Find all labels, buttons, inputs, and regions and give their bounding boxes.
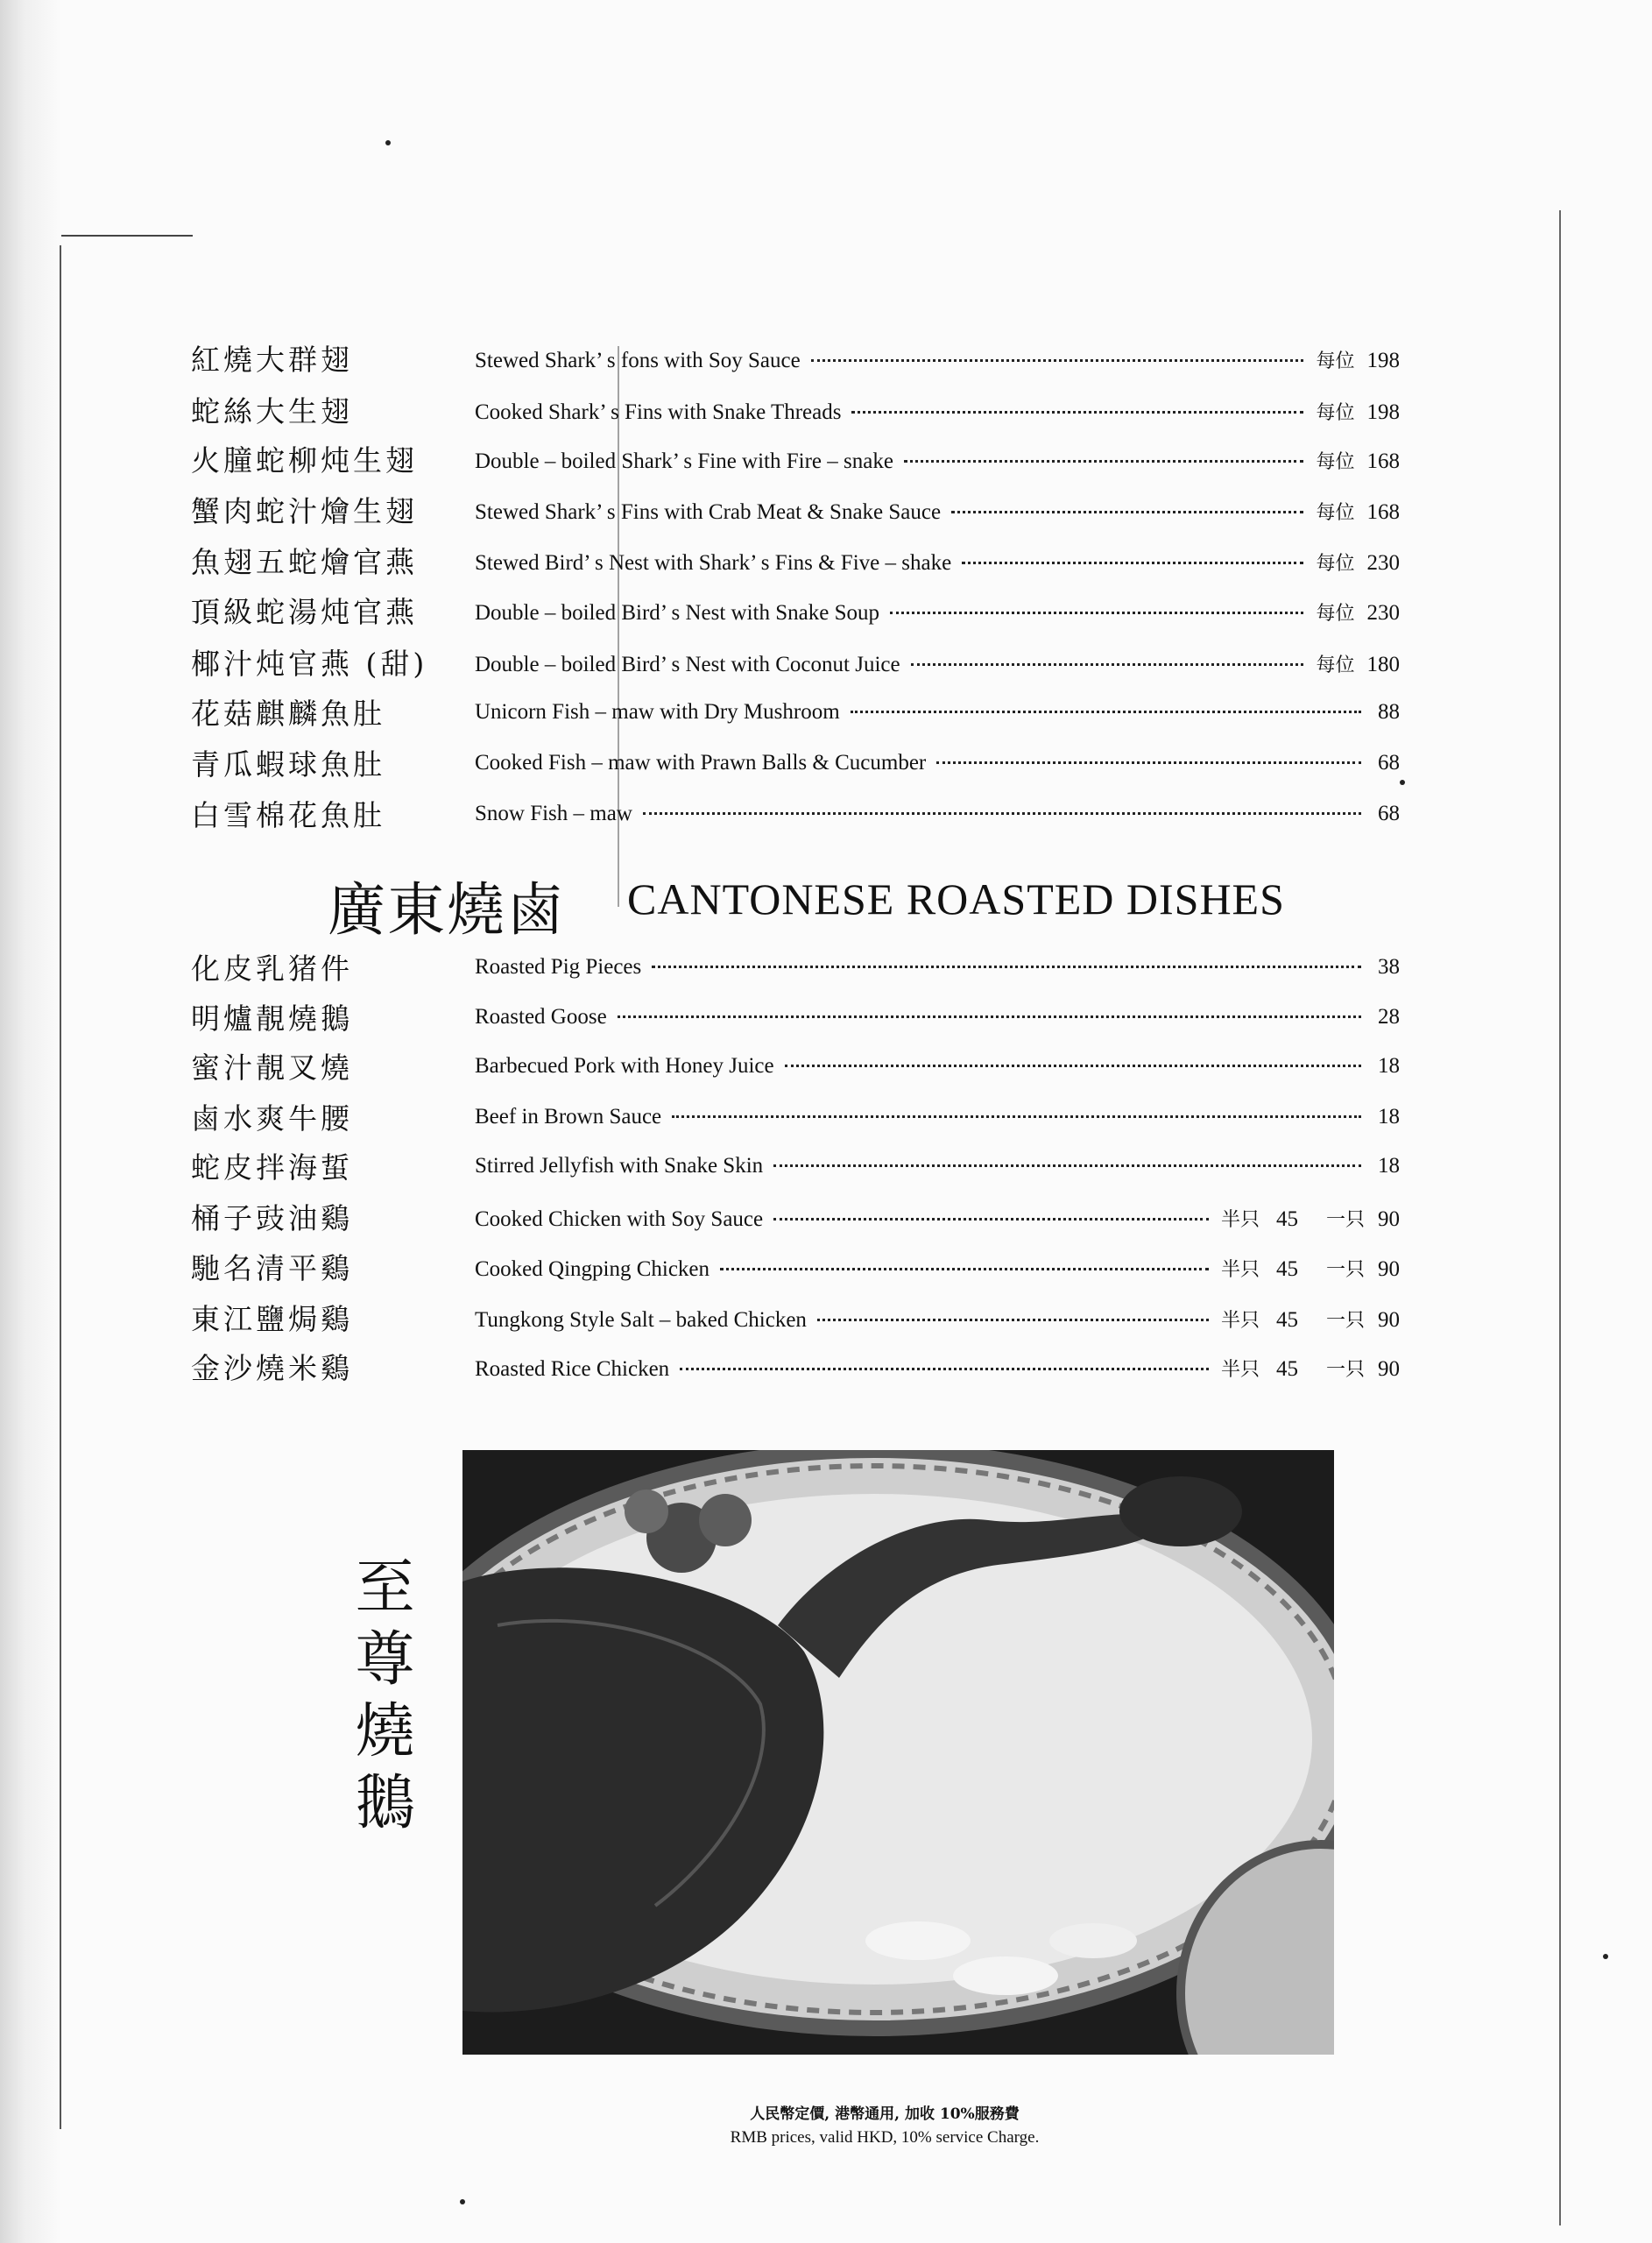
menu-item: [191, 1246, 1400, 1288]
item-name-en: Stewed Bird’ s Nest with Shark’ s Fins & Five – shake: [475, 551, 952, 575]
scan-speck: [385, 140, 391, 145]
item-name-en: Stewed Shark’ s Fins with Crab Meat & Snake Sauce: [475, 500, 942, 524]
item-name-en: Cooked Fish – maw with Prawn Balls & Cucumber: [475, 751, 927, 775]
leader-dots: [851, 411, 1303, 414]
section-title: [328, 863, 1335, 942]
item-price: 68: [1378, 751, 1400, 775]
item-price: 198: [1366, 349, 1400, 372]
whole-label: 一只: [1325, 1259, 1365, 1281]
item-name-cn: 蟹肉蛇汁燴生翅: [191, 494, 418, 528]
price-note-cn: 人民幣定價, 港幣通用, 加收 10%服務費: [750, 2105, 1020, 2123]
menu-item: [191, 337, 1400, 379]
item-name-en: Cooked Qingping Chicken: [475, 1257, 710, 1281]
feature-title: 至尊燒鵝: [345, 1555, 414, 1843]
per-person-label: 每位: [1316, 350, 1355, 372]
item-name-en: Cooked Shark’ s Fins with Snake Threads: [475, 400, 842, 424]
leader-dots: [652, 966, 1361, 968]
leader-dots: [890, 612, 1303, 614]
item-name-cn: 馳名清平鷄: [191, 1251, 353, 1285]
leader-dots: [785, 1065, 1361, 1067]
half-label: 半只: [1220, 1359, 1260, 1381]
leader-dots: [720, 1268, 1209, 1270]
item-name-en: Snow Fish – maw: [475, 802, 632, 825]
whole-price: 90: [1378, 1308, 1400, 1332]
menu-item: [191, 996, 1400, 1038]
item-name-en: Roasted Goose: [475, 1005, 607, 1029]
item-name-cn: 青瓜蝦球魚肚: [191, 747, 385, 782]
item-name-cn: 化皮乳猪件: [191, 952, 353, 986]
leader-dots: [680, 1368, 1209, 1370]
item-name-en: Roasted Pig Pieces: [475, 955, 642, 979]
item-name-cn: 紅燒大群翅: [191, 343, 353, 377]
item-name-cn: 明爐靚燒鵝: [191, 1001, 353, 1036]
whole-label: 一只: [1325, 1209, 1365, 1231]
item-price: 18: [1378, 1154, 1400, 1178]
item-price: 230: [1366, 601, 1400, 625]
menu-item: [191, 489, 1400, 531]
menu-item: [191, 946, 1400, 988]
item-name-en: Barbecued Pork with Honey Juice: [475, 1054, 774, 1078]
item-price: 230: [1366, 551, 1400, 575]
menu-item: [191, 540, 1400, 582]
item-name-en: Stewed Shark’ s fons with Soy Sauce: [475, 349, 801, 372]
menu-item: [191, 691, 1400, 733]
item-price: 168: [1366, 449, 1400, 473]
whole-price: 90: [1378, 1357, 1400, 1381]
item-price: 28: [1378, 1005, 1400, 1029]
half-label: 半只: [1220, 1310, 1260, 1332]
item-price: 168: [1366, 500, 1400, 524]
leader-dots: [962, 562, 1303, 564]
price-note: [491, 2101, 1279, 2147]
per-person-label: 每位: [1316, 451, 1355, 473]
half-price: 45: [1275, 1308, 1298, 1332]
item-name-cn: 蛇絲大生翅: [191, 394, 353, 428]
half-price: 45: [1275, 1257, 1298, 1281]
whole-price: 90: [1378, 1207, 1400, 1231]
menu-item: [191, 1297, 1400, 1339]
half-price: 45: [1275, 1357, 1298, 1381]
item-name-en: Beef in Brown Sauce: [475, 1105, 662, 1129]
scan-speck: [460, 2199, 465, 2204]
scan-speck: [1603, 1954, 1608, 1959]
item-name-en: Roasted Rice Chicken: [475, 1357, 670, 1381]
leader-dots: [643, 812, 1361, 815]
item-price: 88: [1378, 700, 1400, 724]
section-title-cn: 廣東燒鹵: [328, 876, 566, 944]
half-price: 45: [1275, 1207, 1298, 1231]
menu-item: [191, 793, 1400, 835]
item-name-cn: 花菇麒麟魚肚: [191, 697, 385, 731]
whole-price: 90: [1378, 1257, 1400, 1281]
item-name-cn: 火朣蛇柳炖生翅: [191, 443, 418, 478]
item-name-cn: 椰汁炖官燕 (甜): [191, 647, 428, 681]
per-person-label: 每位: [1316, 402, 1355, 424]
item-name-en: Unicorn Fish – maw with Dry Mushroom: [475, 700, 840, 724]
leader-dots: [817, 1319, 1209, 1321]
menu-item: [191, 389, 1400, 431]
leader-dots: [773, 1164, 1361, 1167]
leader-dots: [811, 359, 1304, 362]
section-title-en: CANTONESE ROASTED DISHES: [627, 874, 1285, 923]
item-price: 198: [1366, 400, 1400, 424]
leader-dots: [618, 1015, 1361, 1018]
menu-item: [191, 1045, 1400, 1087]
item-name-cn: 鹵水爽牛腰: [191, 1101, 353, 1136]
leader-dots: [951, 511, 1303, 513]
leader-dots: [851, 711, 1361, 713]
item-name-cn: 桶子豉油鷄: [191, 1201, 353, 1235]
menu-item: [191, 742, 1400, 784]
leader-dots: [672, 1115, 1361, 1118]
per-person-label: 每位: [1316, 655, 1355, 676]
per-person-label: 每位: [1316, 603, 1355, 625]
item-name-en: Double – boiled Bird’ s Nest with Snake Soup: [475, 601, 879, 625]
leader-dots: [904, 460, 1304, 463]
menu-item: [191, 641, 1400, 683]
item-name-cn: 蛇皮拌海蜇: [191, 1150, 353, 1185]
menu-item: [191, 1196, 1400, 1238]
whole-label: 一只: [1325, 1359, 1365, 1381]
item-name-cn: 金沙燒米鷄: [191, 1351, 353, 1385]
menu-item: [191, 1145, 1400, 1187]
menu-item: [191, 590, 1400, 632]
leader-dots: [936, 761, 1361, 764]
item-name-en: Tungkong Style Salt – baked Chicken: [475, 1308, 807, 1332]
whole-label: 一只: [1325, 1310, 1365, 1332]
half-label: 半只: [1220, 1209, 1260, 1231]
leader-dots: [773, 1218, 1209, 1221]
item-name-en: Double – boiled Shark’ s Fine with Fire – snake: [475, 449, 893, 473]
per-person-label: 每位: [1316, 502, 1355, 524]
leader-dots: [911, 663, 1304, 666]
item-name-cn: 頂級蛇湯炖官燕: [191, 595, 418, 629]
price-note-en: RMB prices, valid HKD, 10% service Charge.: [730, 2128, 1040, 2147]
item-price: 68: [1378, 802, 1400, 825]
item-price: 18: [1378, 1105, 1400, 1129]
scan-speck: [1400, 780, 1405, 785]
item-price: 38: [1378, 955, 1400, 979]
item-name-cn: 蜜汁靚叉燒: [191, 1051, 353, 1085]
menu-item: [191, 1346, 1400, 1388]
roast-goose-photo: [462, 1450, 1334, 2055]
item-name-cn: 東江鹽焗鷄: [191, 1302, 353, 1336]
per-person-label: 每位: [1316, 553, 1355, 575]
item-name-en: Stirred Jellyfish with Snake Skin: [475, 1154, 764, 1178]
menu-item: [191, 438, 1400, 480]
item-name-cn: 白雪棉花魚肚: [191, 798, 385, 832]
item-price: 180: [1366, 653, 1400, 676]
roast-goose-illustration: [462, 1450, 1334, 2055]
item-name-cn: 魚翅五蛇燴官燕: [191, 545, 418, 579]
item-name-en: Cooked Chicken with Soy Sauce: [475, 1207, 764, 1231]
half-label: 半只: [1220, 1259, 1260, 1281]
menu-item: [191, 1096, 1400, 1138]
item-name-en: Double – boiled Bird’ s Nest with Coconut Juice: [475, 653, 900, 676]
item-price: 18: [1378, 1054, 1400, 1078]
